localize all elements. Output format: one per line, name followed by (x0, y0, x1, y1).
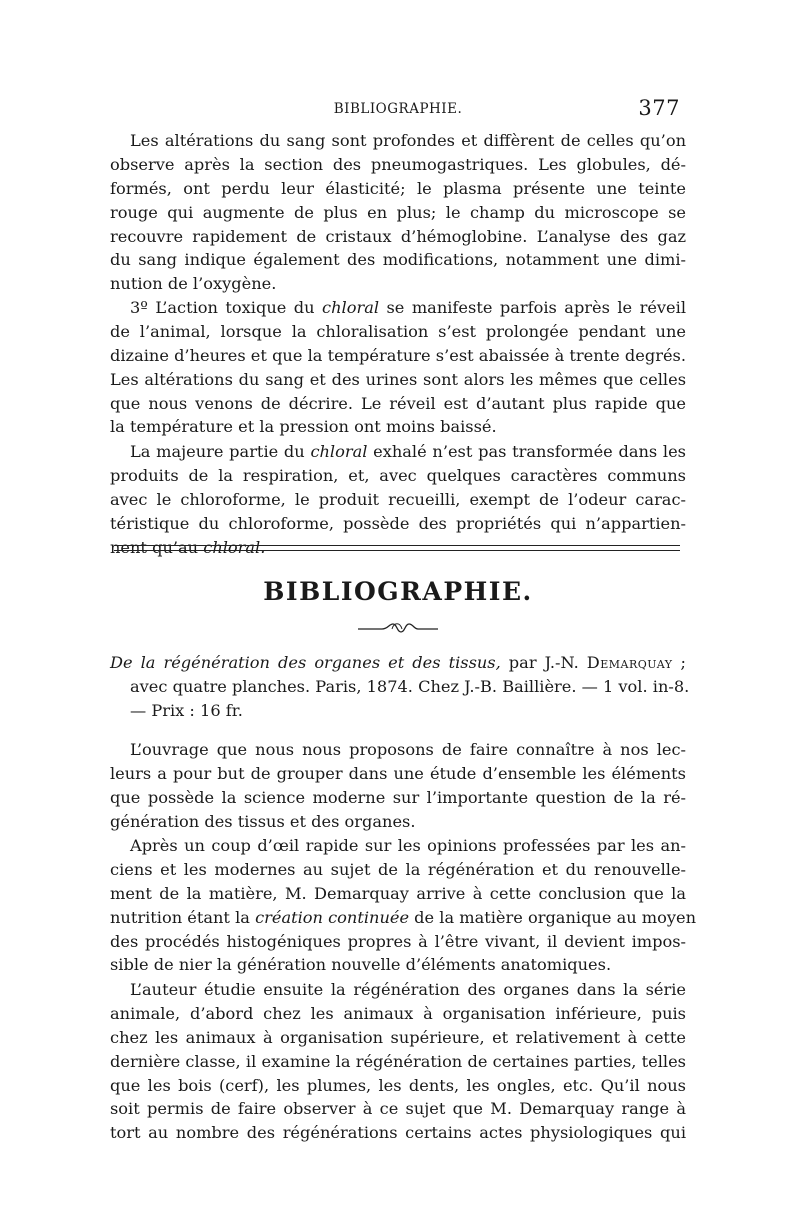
text-line: avec le chloroforme, le produit recueilli, exempt de l’odeur carac- (110, 489, 686, 509)
text-line: recouvre rapidement de cristaux d’hémoglobine. L’analyse des gaz (110, 226, 686, 246)
text-line: des procédés histogéniques propres à l’être vivant, il devient impos- (110, 931, 686, 951)
text-line: nution de l’oxygène. (110, 274, 277, 294)
running-head (110, 97, 686, 121)
page-number: 377 (638, 96, 680, 120)
top-paragraph-1 (110, 129, 686, 296)
text-line: nent qu’au chloral. (110, 537, 266, 557)
text-line: formés, ont perdu leur élasticité; le plasma présente une teinte (110, 178, 686, 198)
review-paragraph-2 (110, 834, 697, 977)
text-line: observe après la section des pneumogastriques. Les globules, dé- (110, 154, 686, 174)
top-paragraph-3 (110, 440, 686, 559)
top-paragraph-2 (110, 296, 686, 439)
text-line: La majeure partie du chloral exhalé n’est pas transformée dans les (130, 442, 686, 461)
text-line: ment de la matière, M. Demarquay arrive à cette conclusion que la (110, 883, 686, 903)
text-line: dizaine d’heures et que la température s’est abaissée à trente degrés. (110, 345, 686, 365)
text-line: que nous venons de décrire. Le réveil est d’autant plus rapide que (110, 393, 686, 413)
book-citation (110, 651, 690, 723)
text-line: soit permis de faire observer à ce sujet que M. Demarquay range à (110, 1099, 686, 1119)
text-line: de l’animal, lorsque la chloralisation s’est prolongée pendant une (110, 321, 686, 341)
review-paragraph-1 (110, 738, 686, 834)
text-line: ciens et les modernes au sujet de la régénération et du renouvelle- (110, 859, 686, 879)
ornament-flourish (356, 618, 440, 638)
chloral-term: chloral. (203, 537, 266, 557)
text-line: la température et la pression ont moins baissé. (110, 417, 497, 437)
text-line: L’ouvrage que nous nous proposons de faire connaître à nos lec- (130, 740, 686, 759)
citation-line: avec quatre planches. Paris, 1874. Chez J.-B. Baillière. — 1 vol. in-8. (130, 676, 690, 696)
text-line: nutrition étant la création continuée de la matière organique au moyen (110, 907, 697, 927)
citation-line: De la régénération des organes et des tissus, par J.-N. Demarquay ; (110, 653, 686, 672)
text-line: sible de nier la génération nouvelle d’éléments anatomiques. (110, 955, 612, 975)
chloral-term: chloral (322, 298, 380, 317)
text-line: que possède la science moderne sur l’importante question de la ré- (110, 787, 686, 807)
text-line: Après un coup d’œil rapide sur les opinions professées par les an- (130, 836, 686, 855)
text-line: dernière classe, il examine la régénération de certaines parties, telles (110, 1051, 686, 1071)
author-name: Demarquay (586, 653, 673, 672)
citation-line: — Prix : 16 fr. (130, 700, 243, 720)
section-divider (114, 545, 680, 551)
text-line: que les bois (cerf), les plumes, les dents, les ongles, etc. Qu’il nous (110, 1075, 686, 1095)
text-line: du sang indique également des modifications, notamment une dimi- (110, 250, 686, 270)
text-line: rouge qui augmente de plus en plus; le champ du microscope se (110, 202, 686, 222)
review-paragraph-3 (110, 978, 686, 1145)
emphasis-term: création continuée (255, 907, 410, 927)
text-line: leurs a pour but de grouper dans une étude d’ensemble les éléments (110, 763, 686, 783)
text-line: 3º L’action toxique du chloral se manifeste parfois après le réveil (130, 298, 686, 317)
text-line: produits de la respiration, et, avec quelques caractères communs (110, 465, 686, 485)
section-title: BIBLIOGRAPHIE. (263, 577, 533, 606)
text-line: Les altérations du sang sont profondes et diffèrent de celles qu’on (130, 131, 686, 150)
chloral-term: chloral (310, 442, 368, 461)
text-line: tort au nombre des régénérations certains actes physiologiques qui (110, 1123, 686, 1143)
text-line: chez les animaux à organisation supérieure, et relativement à cette (110, 1027, 686, 1047)
text-line: animale, d’abord chez les animaux à organisation inférieure, puis (110, 1003, 686, 1023)
text-line: L’auteur étudie ensuite la régénération des organes dans la série (130, 980, 686, 999)
book-title: De la régénération des organes et des tissus, (110, 653, 501, 672)
running-title: BIBLIOGRAPHIE. (333, 101, 463, 117)
text-line: génération des tissus et des organes. (110, 811, 416, 831)
text-line: téristique du chloroforme, possède des propriétés qui n’appartien- (110, 513, 686, 533)
text-line: Les altérations du sang et des urines sont alors les mêmes que celles (110, 369, 686, 389)
